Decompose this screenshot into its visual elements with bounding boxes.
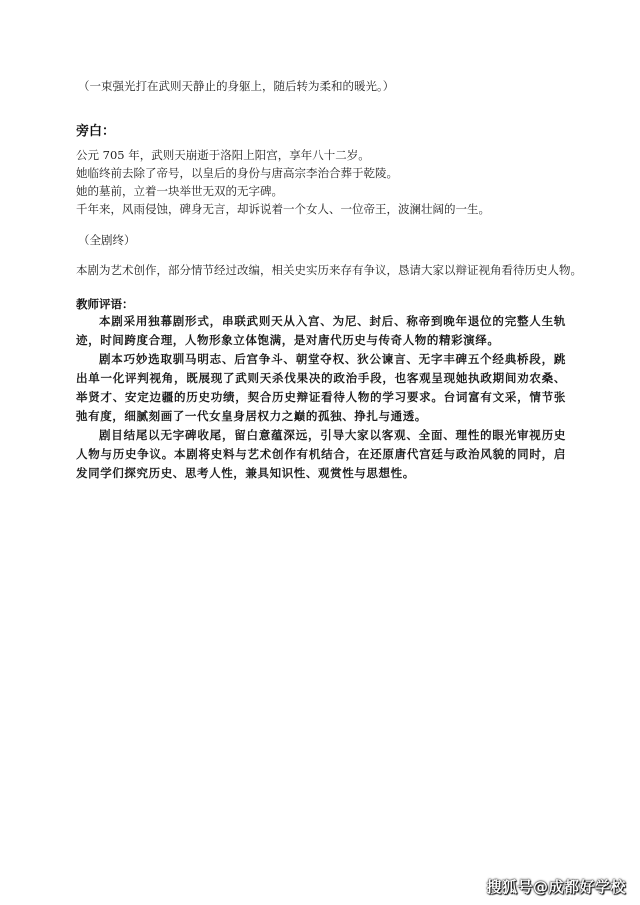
end-of-play-mark: （全剧终） <box>78 233 136 247</box>
disclaimer: 本剧为艺术创作，部分情节经过改编，相关史实历来存有争议，恳请大家以辩证视角看待历史人物。 <box>76 263 582 277</box>
narration-line: 她临终前去除了帝号，以皇后的身份与唐高宗李治合葬于乾陵。 <box>76 166 398 180</box>
narration-lines <box>76 146 596 218</box>
narrator-heading: 旁白： <box>76 124 116 139</box>
review-paragraph: 本剧采用独幕剧形式，串联武则天从入宫、为尼、封后、称帝到晚年退位的完整人生轨迹，时间跨度合理，人物形象立体饱满，是对唐代历史与传奇人物的精彩演绎。 <box>76 314 566 347</box>
teacher-review-body <box>76 312 566 483</box>
stage-direction: （一束强光打在武则天静止的身躯上，随后转为柔和的暖光。） <box>78 79 395 93</box>
narration-line: 她的墓前，立着一块举世无双的无字碑。 <box>76 184 283 198</box>
teacher-review-heading: 教师评语： <box>76 297 134 311</box>
review-paragraph: 剧目结尾以无字碑收尾，留白意蕴深远，引导大家以客观、全面、理性的眼光审视历史人物与历史争议。本剧将史料与艺术创作有机结合，在还原唐代宫廷与政治风貌的同时，启发同学们探究历史、思考人性，兼具知识性、观赏性与思想性。 <box>76 428 566 480</box>
review-paragraph: 剧本巧妙选取驯马明志、后宫争斗、朝堂夺权、狄公谏言、无字丰碑五个经典桥段，跳出单一化评判视角，既展现了武则天杀伐果决的政治手段，也客观呈现她执政期间劝农桑、举贤才、安定边疆的历史功绩，契合历史辩证看待人物的学习要求。台词富有文采，情节张弛有度，细腻刻画了一代女皇身居权力之巅的孤独、挣扎与通透。 <box>76 352 566 423</box>
narration-line: 千年来，风雨侵蚀，碑身无言，却诉说着一个女人、一位帝王，波澜壮阔的一生。 <box>76 202 490 216</box>
source-watermark: 搜狐号@成都好学校 <box>486 878 626 896</box>
narration-line: 公元 705 年，武则天崩逝于洛阳上阳宫，享年八十二岁。 <box>76 148 370 162</box>
